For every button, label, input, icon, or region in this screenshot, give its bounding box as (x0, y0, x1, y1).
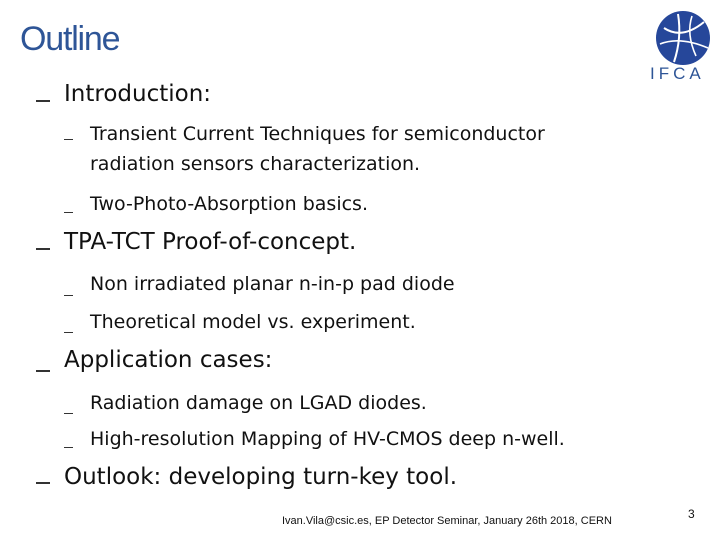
sub-bullet-item: Radiation damage on LGAD diodes. (90, 392, 427, 414)
sub-bullet-item: High-resolution Mapping of HV-CMOS deep n-well. (90, 428, 565, 450)
bullet-item-application-cases: Application cases: (64, 347, 273, 373)
bullet-marker (36, 248, 50, 250)
bullet-item-outlook: Outlook: developing turn-key tool. (64, 464, 458, 490)
sub-bullet-item: Two-Photo-Absorption basics. (90, 193, 368, 215)
bullet-marker (36, 482, 50, 484)
sub-bullet-marker (64, 413, 73, 414)
sub-bullet-marker (64, 447, 73, 448)
sub-bullet-item-continuation: radiation sensors characterization. (90, 153, 421, 175)
sub-bullet-marker (64, 332, 73, 333)
sub-bullet-item: Theoretical model vs. experiment. (90, 311, 416, 333)
slide-footer: Ivan.Vila@csic.es, EP Detector Seminar, January 26th 2018, CERN (282, 515, 612, 527)
sub-bullet-marker (64, 212, 73, 213)
slide-title: Outline (20, 20, 120, 58)
bullet-marker (36, 370, 50, 372)
sub-bullet-marker (64, 295, 73, 296)
bullet-marker (36, 100, 50, 102)
logo-text: IFCA (650, 64, 705, 83)
bullet-item-introduction: Introduction: (64, 81, 212, 107)
sub-bullet-item: Non irradiated planar n-in-p pad diode (90, 273, 455, 295)
sub-bullet-item: Transient Current Techniques for semiconductor (90, 123, 545, 145)
page-number: 3 (688, 507, 695, 521)
bullet-item-tpa-tct: TPA-TCT Proof-of-concept. (64, 229, 357, 255)
sub-bullet-marker (64, 139, 73, 140)
